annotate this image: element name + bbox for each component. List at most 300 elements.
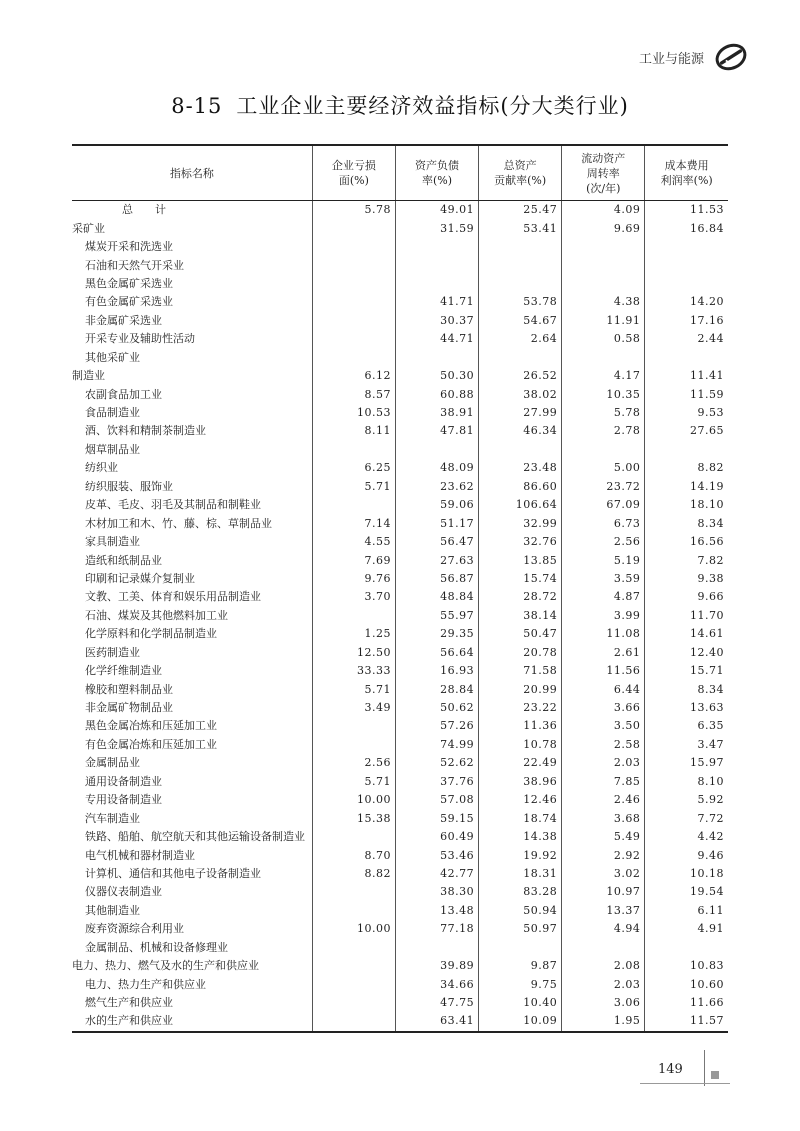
value-cell: [479, 238, 562, 256]
table-row: [72, 975, 728, 993]
column-header-line: 资产负债: [415, 159, 460, 172]
row-label: 木材加工和木、竹、藤、棕、草制品业: [85, 516, 272, 530]
value-cell: 10.09: [479, 1012, 562, 1031]
value-cell: 9.53: [645, 404, 728, 422]
row-label: 农副食品加工业: [85, 387, 162, 401]
row-label: 水的生产和供应业: [72, 1012, 312, 1031]
table-row: [72, 312, 728, 330]
value-cell: 16.93: [395, 662, 478, 680]
table-row: [72, 238, 728, 256]
value-cell: [312, 1012, 395, 1031]
row-label: 其他采矿业: [85, 350, 140, 364]
value-cell: 3.59: [562, 570, 645, 588]
value-cell: 31.59: [395, 219, 478, 237]
table-row: [72, 994, 728, 1012]
table-row: [72, 828, 728, 846]
value-cell: 57.08: [395, 791, 478, 809]
row-label: 总 计: [122, 203, 166, 217]
column-header: [562, 145, 645, 201]
value-cell: 12.50: [312, 644, 395, 662]
value-cell: 5.71: [312, 773, 395, 791]
table-row: [72, 478, 728, 496]
column-header-line: 利润率(%): [660, 174, 713, 187]
table-row: [72, 754, 728, 772]
indicators-table: [72, 144, 728, 1033]
statistics-logo-icon: [714, 40, 748, 74]
value-cell: 3.68: [562, 809, 645, 827]
value-cell: 59.06: [395, 496, 478, 514]
value-cell: 18.31: [479, 865, 562, 883]
value-cell: 38.02: [479, 385, 562, 403]
value-cell: 5.71: [312, 680, 395, 698]
value-cell: 27.65: [645, 422, 728, 440]
table-row: [72, 773, 728, 791]
table-row: [72, 699, 728, 717]
value-cell: [645, 275, 728, 293]
value-cell: 23.48: [479, 459, 562, 477]
value-cell: [395, 349, 478, 367]
value-cell: 5.00: [562, 459, 645, 477]
value-cell: [312, 256, 395, 274]
value-cell: 28.72: [479, 588, 562, 606]
value-cell: 53.78: [479, 293, 562, 311]
row-label: 黑色金属矿采选业: [85, 276, 173, 290]
value-cell: 56.64: [395, 644, 478, 662]
value-cell: 22.49: [479, 754, 562, 772]
value-cell: [312, 219, 395, 237]
row-label: 造纸和纸制品业: [85, 553, 162, 567]
column-header-line: 率(%): [422, 174, 453, 187]
row-label: 电力、热力生产和供应业: [85, 977, 206, 991]
value-cell: 8.10: [645, 773, 728, 791]
value-cell: 51.17: [395, 514, 478, 532]
value-cell: [312, 939, 395, 957]
table-row: [72, 201, 728, 220]
value-cell: 2.44: [645, 330, 728, 348]
value-cell: [395, 256, 478, 274]
value-cell: 13.85: [479, 551, 562, 569]
value-cell: [312, 828, 395, 846]
value-cell: 38.96: [479, 773, 562, 791]
value-cell: 6.11: [645, 902, 728, 920]
value-cell: [312, 238, 395, 256]
row-label: 专用设备制造业: [85, 793, 162, 807]
value-cell: 1.95: [562, 1012, 645, 1031]
column-header-line: 总资产: [503, 159, 537, 172]
table-row: [72, 496, 728, 514]
row-label: 煤炭开采和洗选业: [85, 240, 173, 254]
table-row: [72, 219, 728, 237]
table-row: [72, 865, 728, 883]
value-cell: [645, 256, 728, 274]
value-cell: 8.34: [645, 514, 728, 532]
value-cell: 50.94: [479, 902, 562, 920]
row-label: 食品制造业: [85, 406, 140, 420]
value-cell: 106.64: [479, 496, 562, 514]
value-cell: 13.63: [645, 699, 728, 717]
value-cell: 10.53: [312, 404, 395, 422]
value-cell: [312, 975, 395, 993]
value-cell: 9.75: [479, 975, 562, 993]
table-row: [72, 441, 728, 459]
value-cell: 7.14: [312, 514, 395, 532]
row-label: 皮革、毛皮、羽毛及其制品和制鞋业: [85, 498, 261, 512]
value-cell: 2.03: [562, 975, 645, 993]
value-cell: 11.53: [645, 201, 728, 220]
value-cell: 30.37: [395, 312, 478, 330]
value-cell: [395, 238, 478, 256]
value-cell: 6.12: [312, 367, 395, 385]
value-cell: [312, 330, 395, 348]
value-cell: [312, 717, 395, 735]
value-cell: 10.97: [562, 883, 645, 901]
value-cell: 2.92: [562, 846, 645, 864]
row-label: 印刷和记录媒介复制业: [85, 571, 195, 585]
row-label: 非金属矿采选业: [85, 313, 162, 327]
page-marker-icon: [711, 1071, 719, 1079]
value-cell: 3.99: [562, 607, 645, 625]
value-cell: 6.35: [645, 717, 728, 735]
table-row: [72, 939, 728, 957]
value-cell: 20.99: [479, 680, 562, 698]
value-cell: 10.00: [312, 920, 395, 938]
table-row: [72, 349, 728, 367]
table-row: [72, 256, 728, 274]
footer-divider: [704, 1050, 705, 1086]
value-cell: [479, 256, 562, 274]
value-cell: 19.92: [479, 846, 562, 864]
value-cell: 63.41: [395, 1012, 478, 1031]
table-row: [72, 514, 728, 532]
value-cell: 5.49: [562, 828, 645, 846]
table-row: [72, 459, 728, 477]
value-cell: 2.78: [562, 422, 645, 440]
row-label: 黑色金属冶炼和压延加工业: [85, 719, 217, 733]
column-header-line: 流动资产: [581, 151, 626, 165]
value-cell: 4.55: [312, 533, 395, 551]
value-cell: 14.19: [645, 478, 728, 496]
value-cell: 3.50: [562, 717, 645, 735]
table-body: [72, 201, 728, 1032]
value-cell: 18.10: [645, 496, 728, 514]
value-cell: [312, 883, 395, 901]
value-cell: 67.09: [562, 496, 645, 514]
value-cell: 57.26: [395, 717, 478, 735]
table-row: [72, 275, 728, 293]
value-cell: 38.91: [395, 404, 478, 422]
row-label: 非金属矿物制品业: [85, 701, 173, 715]
row-label: 制造业: [72, 369, 105, 383]
value-cell: 3.49: [312, 699, 395, 717]
value-cell: 26.52: [479, 367, 562, 385]
value-cell: 50.97: [479, 920, 562, 938]
page-title: [0, 90, 800, 120]
value-cell: 9.38: [645, 570, 728, 588]
value-cell: 3.47: [645, 736, 728, 754]
table-row: [72, 404, 728, 422]
value-cell: 4.87: [562, 588, 645, 606]
value-cell: 3.70: [312, 588, 395, 606]
value-cell: 32.76: [479, 533, 562, 551]
value-cell: 23.22: [479, 699, 562, 717]
value-cell: 19.54: [645, 883, 728, 901]
table-title: 工业企业主要经济效益指标(分大类行业): [236, 94, 629, 118]
row-label: 燃气生产和供应业: [85, 996, 173, 1010]
value-cell: [395, 939, 478, 957]
value-cell: [312, 349, 395, 367]
row-label: 石油、煤炭及其他燃料加工业: [85, 608, 228, 622]
row-label: 电力、热力、燃气及水的生产和供应业: [72, 959, 259, 973]
value-cell: 56.87: [395, 570, 478, 588]
value-cell: 11.36: [479, 717, 562, 735]
column-header-line: 周转率: [586, 166, 620, 180]
value-cell: [562, 256, 645, 274]
table-row: [72, 385, 728, 403]
value-cell: 37.76: [395, 773, 478, 791]
value-cell: 4.94: [562, 920, 645, 938]
value-cell: 59.15: [395, 809, 478, 827]
table-row: [72, 533, 728, 551]
value-cell: 11.66: [645, 994, 728, 1012]
value-cell: 11.57: [645, 1012, 728, 1031]
row-label: 纺织服装、服饰业: [85, 479, 173, 493]
table-row: [72, 588, 728, 606]
value-cell: [645, 238, 728, 256]
value-cell: 44.71: [395, 330, 478, 348]
value-cell: [312, 312, 395, 330]
value-cell: [479, 939, 562, 957]
table-row: [72, 791, 728, 809]
row-label: 文教、工美、体育和娱乐用品制造业: [85, 590, 261, 604]
value-cell: [395, 441, 478, 459]
value-cell: 12.46: [479, 791, 562, 809]
column-header: [395, 145, 478, 201]
value-cell: 47.75: [395, 994, 478, 1012]
column-header-line: 企业亏损: [331, 159, 376, 172]
value-cell: 8.82: [312, 865, 395, 883]
value-cell: 52.62: [395, 754, 478, 772]
value-cell: 11.08: [562, 625, 645, 643]
table-row: [72, 809, 728, 827]
value-cell: [312, 496, 395, 514]
table-row: [72, 883, 728, 901]
value-cell: 2.58: [562, 736, 645, 754]
value-cell: 9.46: [645, 846, 728, 864]
value-cell: 7.85: [562, 773, 645, 791]
value-cell: 28.84: [395, 680, 478, 698]
value-cell: 14.38: [479, 828, 562, 846]
value-cell: [395, 275, 478, 293]
column-header: [645, 145, 728, 201]
value-cell: 2.46: [562, 791, 645, 809]
footer-rule: [640, 1083, 730, 1084]
value-cell: 4.42: [645, 828, 728, 846]
value-cell: 11.56: [562, 662, 645, 680]
value-cell: 83.28: [479, 883, 562, 901]
table-row: [72, 644, 728, 662]
table-row: [72, 680, 728, 698]
value-cell: 14.20: [645, 293, 728, 311]
value-cell: 17.16: [645, 312, 728, 330]
value-cell: 53.41: [479, 219, 562, 237]
value-cell: [645, 441, 728, 459]
value-cell: 60.49: [395, 828, 478, 846]
row-label: 化学原料和化学制品制造业: [85, 627, 217, 641]
value-cell: 42.77: [395, 865, 478, 883]
row-label: 开采专业及辅助性活动: [85, 332, 195, 346]
row-label: 电气机械和器材制造业: [85, 848, 195, 862]
value-cell: 33.33: [312, 662, 395, 680]
value-cell: 50.47: [479, 625, 562, 643]
value-cell: 71.58: [479, 662, 562, 680]
value-cell: 2.64: [479, 330, 562, 348]
table-row: [72, 293, 728, 311]
value-cell: [562, 349, 645, 367]
value-cell: 9.76: [312, 570, 395, 588]
value-cell: [312, 994, 395, 1012]
value-cell: 11.70: [645, 607, 728, 625]
value-cell: [645, 349, 728, 367]
value-cell: 27.99: [479, 404, 562, 422]
value-cell: 56.47: [395, 533, 478, 551]
running-header: [639, 40, 748, 74]
value-cell: 11.59: [645, 385, 728, 403]
value-cell: 3.02: [562, 865, 645, 883]
table-row: [72, 717, 728, 735]
row-label: 废弃资源综合利用业: [85, 922, 184, 936]
value-cell: 50.62: [395, 699, 478, 717]
value-cell: 74.99: [395, 736, 478, 754]
value-cell: 48.84: [395, 588, 478, 606]
value-cell: [645, 939, 728, 957]
value-cell: 10.60: [645, 975, 728, 993]
table-row: [72, 422, 728, 440]
value-cell: 5.78: [312, 201, 395, 220]
value-cell: 2.61: [562, 644, 645, 662]
table-row: [72, 957, 728, 975]
value-cell: 32.99: [479, 514, 562, 532]
value-cell: 13.48: [395, 902, 478, 920]
value-cell: 9.87: [479, 957, 562, 975]
value-cell: 47.81: [395, 422, 478, 440]
column-header-line: 成本费用: [664, 159, 709, 172]
value-cell: 4.17: [562, 367, 645, 385]
value-cell: 9.69: [562, 219, 645, 237]
value-cell: 11.91: [562, 312, 645, 330]
row-label: 酒、饮料和精制茶制造业: [85, 424, 206, 438]
value-cell: 2.56: [312, 754, 395, 772]
value-cell: 23.62: [395, 478, 478, 496]
value-cell: 10.78: [479, 736, 562, 754]
value-cell: 8.57: [312, 385, 395, 403]
value-cell: [312, 902, 395, 920]
value-cell: [479, 275, 562, 293]
row-label: 通用设备制造业: [85, 774, 162, 788]
column-header: [312, 145, 395, 201]
value-cell: 49.01: [395, 201, 478, 220]
row-label: 医药制造业: [85, 645, 140, 659]
row-label: 有色金属冶炼和压延加工业: [85, 737, 217, 751]
value-cell: 15.38: [312, 809, 395, 827]
row-label: 其他制造业: [85, 903, 140, 917]
value-cell: 50.30: [395, 367, 478, 385]
row-label: 橡胶和塑料制品业: [85, 682, 173, 696]
row-label: 石油和天然气开采业: [85, 258, 184, 272]
row-label: 有色金属矿采选业: [85, 295, 173, 309]
column-header-line: 贡献率(%): [494, 174, 547, 187]
value-cell: [562, 441, 645, 459]
row-label: 汽车制造业: [85, 811, 140, 825]
value-cell: 41.71: [395, 293, 478, 311]
section-label: 工业与能源: [638, 51, 704, 67]
column-header-line: (次/年): [586, 181, 621, 195]
value-cell: 14.61: [645, 625, 728, 643]
value-cell: [562, 275, 645, 293]
value-cell: [312, 441, 395, 459]
value-cell: 5.78: [562, 404, 645, 422]
value-cell: 4.38: [562, 293, 645, 311]
table-row: [72, 902, 728, 920]
value-cell: 38.30: [395, 883, 478, 901]
value-cell: 8.82: [645, 459, 728, 477]
column-header-line: 指标名称: [169, 166, 214, 180]
row-label: 铁路、船舶、航空航天和其他运输设备制造业: [85, 830, 305, 844]
value-cell: 25.47: [479, 201, 562, 220]
value-cell: 4.91: [645, 920, 728, 938]
value-cell: 10.83: [645, 957, 728, 975]
value-cell: 13.37: [562, 902, 645, 920]
value-cell: 3.66: [562, 699, 645, 717]
value-cell: 10.00: [312, 791, 395, 809]
row-label: 仪器仪表制造业: [85, 885, 162, 899]
value-cell: 4.09: [562, 201, 645, 220]
value-cell: 8.70: [312, 846, 395, 864]
row-label: 金属制品、机械和设备修理业: [85, 940, 228, 954]
table-row: [72, 920, 728, 938]
value-cell: [312, 957, 395, 975]
row-label: 金属制品业: [85, 756, 140, 770]
row-label: 采矿业: [72, 221, 105, 235]
value-cell: 5.71: [312, 478, 395, 496]
value-cell: 7.72: [645, 809, 728, 827]
value-cell: 6.73: [562, 514, 645, 532]
column-header-line: 面(%): [338, 174, 369, 187]
table-header-row: [72, 145, 728, 201]
value-cell: 3.06: [562, 994, 645, 1012]
value-cell: 27.63: [395, 551, 478, 569]
value-cell: [562, 939, 645, 957]
value-cell: [312, 275, 395, 293]
value-cell: 5.92: [645, 791, 728, 809]
value-cell: [479, 441, 562, 459]
value-cell: [312, 736, 395, 754]
value-cell: 20.78: [479, 644, 562, 662]
value-cell: 29.35: [395, 625, 478, 643]
row-label: 家具制造业: [85, 535, 140, 549]
value-cell: 12.40: [645, 644, 728, 662]
table-row: [72, 662, 728, 680]
value-cell: 11.41: [645, 367, 728, 385]
value-cell: 0.58: [562, 330, 645, 348]
value-cell: 9.66: [645, 588, 728, 606]
value-cell: 77.18: [395, 920, 478, 938]
table-row: [72, 607, 728, 625]
value-cell: [312, 607, 395, 625]
page-number: 149: [658, 1062, 683, 1077]
value-cell: 86.60: [479, 478, 562, 496]
value-cell: 38.14: [479, 607, 562, 625]
table-row: [72, 570, 728, 588]
